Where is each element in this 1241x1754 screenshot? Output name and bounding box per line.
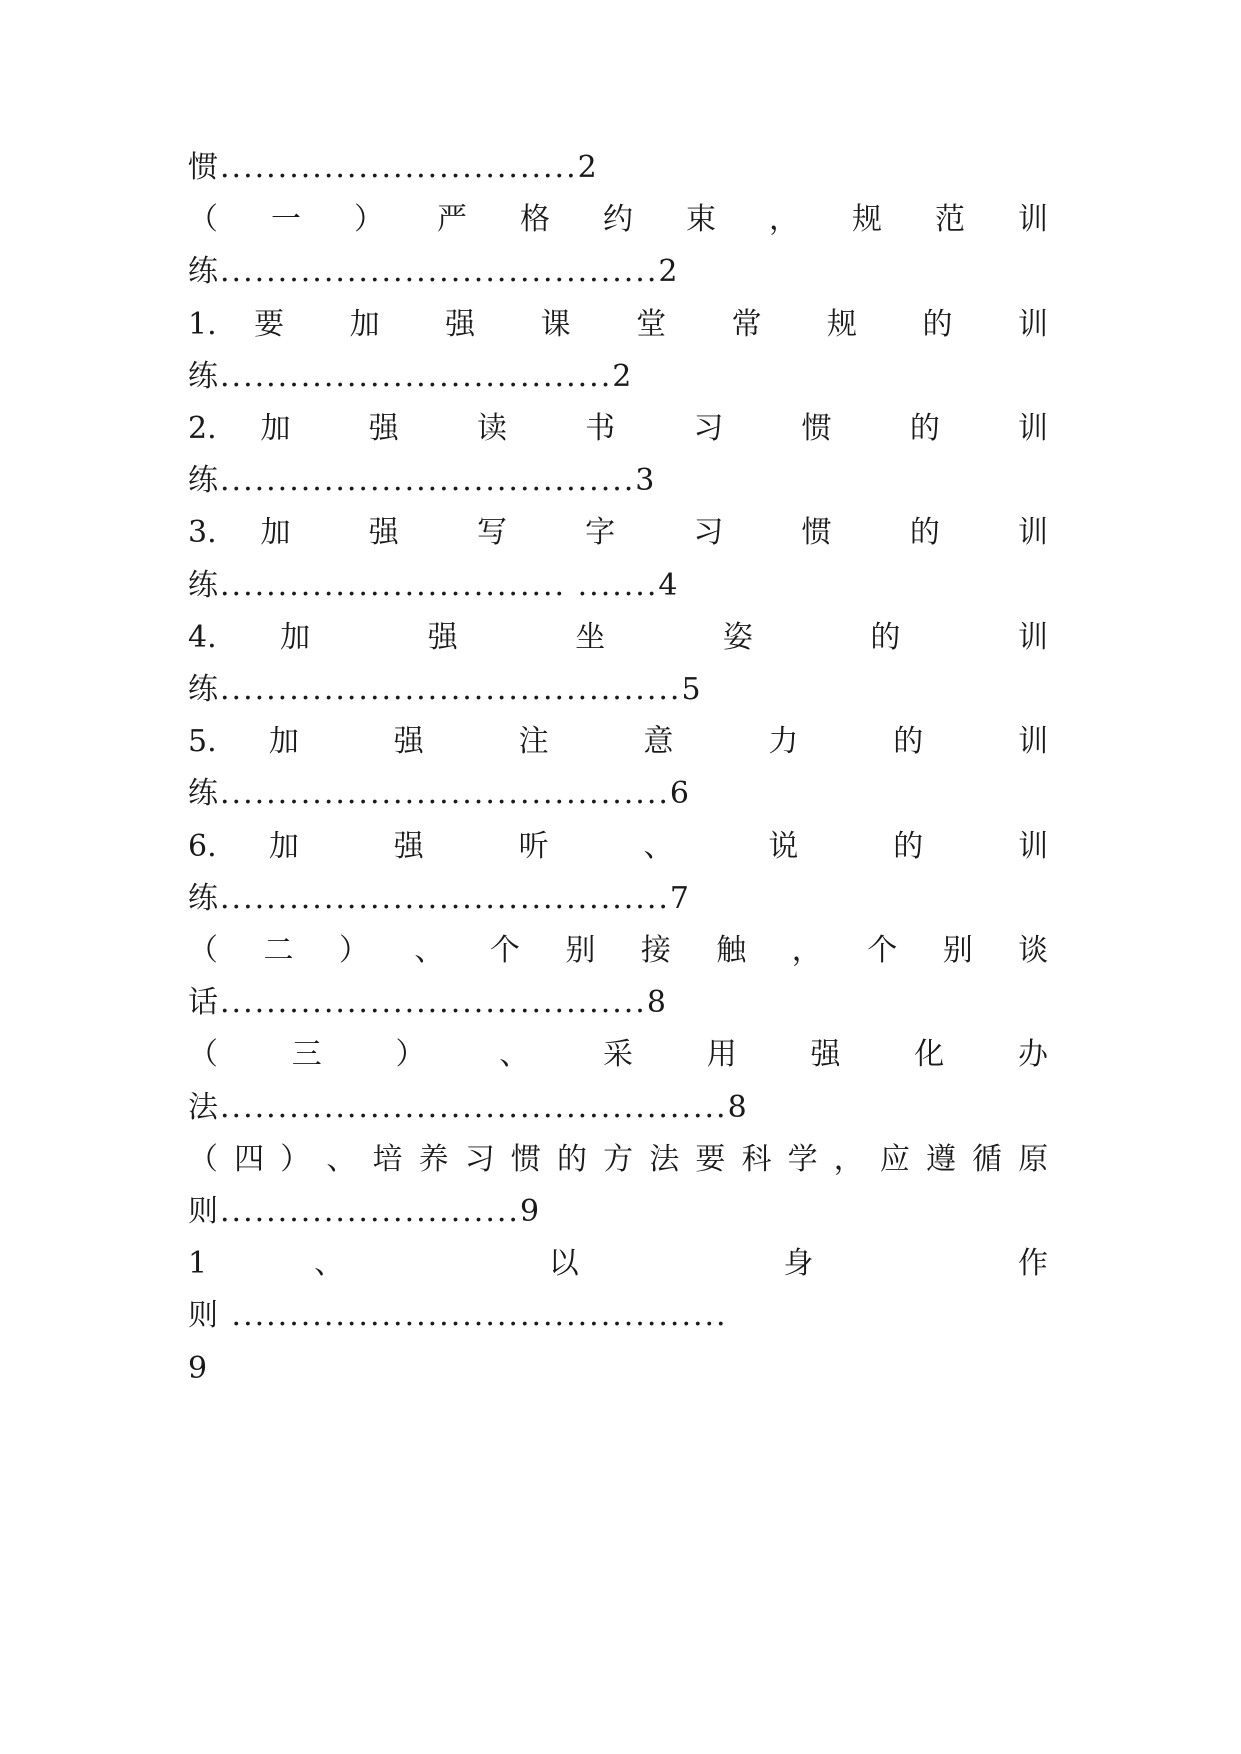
toc-heading-token: 书 bbox=[585, 411, 650, 446]
toc-leader: 练..................................2 bbox=[188, 359, 634, 394]
toc-heading-token: 约 bbox=[603, 202, 655, 237]
toc-heading-token: 的 bbox=[870, 620, 955, 655]
toc-leader: 法............................................8 bbox=[188, 1090, 749, 1125]
toc-heading-token: 训 bbox=[1018, 411, 1049, 446]
toc-heading-token: 别 bbox=[942, 933, 991, 968]
toc-heading bbox=[188, 722, 1048, 762]
toc-heading-token: 力 bbox=[768, 724, 841, 759]
toc-heading-token: 法 bbox=[649, 1142, 683, 1177]
toc-heading-token: 个 bbox=[489, 933, 538, 968]
toc-heading-token: 加 bbox=[268, 724, 342, 759]
toc-heading-token: 原 bbox=[1018, 1142, 1049, 1177]
toc-heading-token: 3. bbox=[188, 515, 217, 550]
toc-heading-token: 遵 bbox=[926, 1142, 960, 1177]
toc-heading-token: （ bbox=[188, 1037, 251, 1072]
toc-heading-token: 加 bbox=[280, 620, 365, 655]
toc-heading bbox=[188, 618, 1048, 658]
toc-heading-token: 常 bbox=[731, 307, 790, 342]
toc-heading bbox=[188, 827, 1048, 867]
toc-heading-token: ， bbox=[833, 1142, 868, 1177]
toc-heading-token: 范 bbox=[935, 202, 987, 237]
toc-heading-token: 的 bbox=[893, 724, 966, 759]
toc-heading-token: 四 bbox=[234, 1142, 268, 1177]
toc-heading-token: 规 bbox=[852, 202, 904, 237]
toc-heading-token: 作 bbox=[1018, 1246, 1048, 1281]
toc-heading-token: 习 bbox=[693, 411, 758, 446]
toc-heading-token: 训 bbox=[1018, 515, 1049, 550]
toc-heading-token: 要 bbox=[254, 307, 313, 342]
toc-heading-token: 训 bbox=[1018, 307, 1049, 342]
toc-heading-token: 的 bbox=[909, 411, 975, 446]
toc-heading-token: 学 bbox=[787, 1142, 821, 1177]
toc-heading-token: 、 bbox=[643, 829, 717, 864]
toc-heading bbox=[188, 513, 1048, 553]
toc-heading-token: 4. bbox=[188, 620, 217, 655]
toc-heading-token: 强 bbox=[368, 411, 434, 446]
toc-heading-token: 2. bbox=[188, 411, 217, 446]
toc-heading-token: 触 bbox=[716, 933, 765, 968]
toc-leader: 惯...............................2 bbox=[188, 150, 599, 185]
toc-heading-token: 姿 bbox=[722, 620, 807, 655]
toc-heading-token: 加 bbox=[260, 411, 325, 446]
toc-heading-token: 惯 bbox=[801, 411, 866, 446]
toc-heading-token: 字 bbox=[585, 515, 650, 550]
toc-heading-token: ） bbox=[395, 1037, 458, 1072]
toc-heading-token: 5. bbox=[188, 724, 217, 759]
toc-heading-token: 要 bbox=[695, 1142, 729, 1177]
toc-heading bbox=[188, 1140, 1048, 1180]
toc-heading-token: 加 bbox=[349, 307, 408, 342]
toc-heading-token: 强 bbox=[393, 829, 467, 864]
toc-heading-token: 训 bbox=[1017, 620, 1048, 655]
toc-page-number: 9 bbox=[188, 1351, 208, 1386]
toc-heading-token: ） bbox=[354, 202, 406, 237]
toc-heading-token: 身 bbox=[783, 1246, 911, 1281]
toc-heading-token: 、 bbox=[499, 1037, 562, 1072]
toc-heading bbox=[188, 305, 1048, 345]
toc-heading-token: 、 bbox=[314, 1246, 442, 1281]
toc-heading bbox=[188, 200, 1048, 240]
toc-heading-token: 应 bbox=[879, 1142, 914, 1177]
toc-heading-token: 接 bbox=[640, 933, 689, 968]
toc-heading-token: 、 bbox=[414, 933, 463, 968]
toc-heading-token: 二 bbox=[263, 933, 312, 968]
toc-heading bbox=[188, 409, 1048, 449]
toc-heading-token: 习 bbox=[693, 515, 758, 550]
toc-heading-token: 用 bbox=[706, 1037, 769, 1072]
toc-heading-token: 听 bbox=[518, 829, 592, 864]
toc-heading bbox=[188, 1244, 1048, 1284]
toc-heading-token: 方 bbox=[603, 1142, 637, 1177]
toc-heading-token: 训 bbox=[1018, 724, 1049, 759]
toc-heading-token: ） bbox=[280, 1142, 314, 1177]
toc-heading-token: 惯 bbox=[801, 515, 866, 550]
toc-heading-token: 1 bbox=[188, 1246, 208, 1281]
toc-heading-token: 科 bbox=[741, 1142, 775, 1177]
toc-leader: 练.......................................7 bbox=[188, 881, 691, 916]
toc-heading-token: 的 bbox=[909, 515, 975, 550]
toc-heading-token: 读 bbox=[476, 411, 542, 446]
toc-heading-token: ， bbox=[791, 933, 840, 968]
toc-heading-token: 强 bbox=[445, 307, 504, 342]
toc-leader: 练....................................3 bbox=[188, 463, 657, 498]
toc-heading-token: 1. bbox=[188, 307, 217, 342]
toc-heading-token: 加 bbox=[268, 829, 342, 864]
toc-leader: 练......................................2 bbox=[188, 254, 680, 289]
toc-heading-token: 养 bbox=[418, 1142, 452, 1177]
toc-heading-token: 办 bbox=[1018, 1037, 1048, 1072]
toc-heading-token: 强 bbox=[810, 1037, 873, 1072]
toc-heading-token: 坐 bbox=[575, 620, 660, 655]
toc-heading-token: 别 bbox=[565, 933, 614, 968]
toc-leader: 练.......................................6 bbox=[188, 776, 691, 811]
toc-heading-token: 培 bbox=[372, 1142, 406, 1177]
toc-heading-token: （ bbox=[188, 202, 240, 237]
toc-heading-token: 强 bbox=[393, 724, 467, 759]
toc-heading-token: 的 bbox=[922, 307, 981, 342]
toc-leader: 则 ........................................... bbox=[188, 1298, 728, 1333]
toc-heading-token: 个 bbox=[867, 933, 916, 968]
toc-heading-token: 注 bbox=[518, 724, 592, 759]
toc-heading-token: （ bbox=[188, 933, 236, 968]
toc-heading-token: 训 bbox=[1018, 202, 1048, 237]
toc-heading-token: 格 bbox=[520, 202, 572, 237]
toc-heading-token: 写 bbox=[476, 515, 542, 550]
toc-heading-token: 规 bbox=[827, 307, 886, 342]
toc-heading bbox=[188, 931, 1048, 971]
toc-heading-token: 、 bbox=[326, 1142, 360, 1177]
toc-heading-token: 6. bbox=[188, 829, 217, 864]
toc-heading-token: 习 bbox=[464, 1142, 499, 1177]
toc-leader: 练.............................. .......4 bbox=[188, 568, 680, 603]
toc-heading-token: 强 bbox=[427, 620, 512, 655]
toc-leader: 则..........................9 bbox=[188, 1194, 542, 1229]
toc-leader: 练........................................5 bbox=[188, 672, 703, 707]
toc-heading-token: 谈 bbox=[1018, 933, 1049, 968]
toc-heading-token: 采 bbox=[603, 1037, 666, 1072]
toc-heading-token: 堂 bbox=[636, 307, 695, 342]
toc-heading-token: 束 bbox=[686, 202, 738, 237]
toc-heading-token: 惯 bbox=[510, 1142, 545, 1177]
toc-heading-token: 以 bbox=[548, 1246, 677, 1281]
toc-heading-token: 循 bbox=[972, 1142, 1006, 1177]
toc-heading-token: 一 bbox=[271, 202, 323, 237]
toc-heading bbox=[188, 1035, 1048, 1075]
toc-heading-token: （ bbox=[188, 1142, 222, 1177]
toc-heading-token: 的 bbox=[893, 829, 966, 864]
toc-heading-token: 训 bbox=[1018, 829, 1049, 864]
toc-heading-token: 强 bbox=[368, 515, 434, 550]
toc-heading-token: 意 bbox=[643, 724, 717, 759]
toc-heading-token: 严 bbox=[437, 202, 489, 237]
toc-leader: 话.....................................8 bbox=[188, 985, 668, 1020]
toc-heading-token: 的 bbox=[557, 1142, 591, 1177]
toc-heading-token: 三 bbox=[291, 1037, 354, 1072]
toc-heading-token: 课 bbox=[540, 307, 599, 342]
toc-heading-token: ， bbox=[769, 202, 821, 237]
toc-heading-token: 化 bbox=[914, 1037, 977, 1072]
toc-heading-token: 加 bbox=[260, 515, 325, 550]
toc-heading-token: 说 bbox=[768, 829, 841, 864]
toc-heading-token: ） bbox=[338, 933, 387, 968]
